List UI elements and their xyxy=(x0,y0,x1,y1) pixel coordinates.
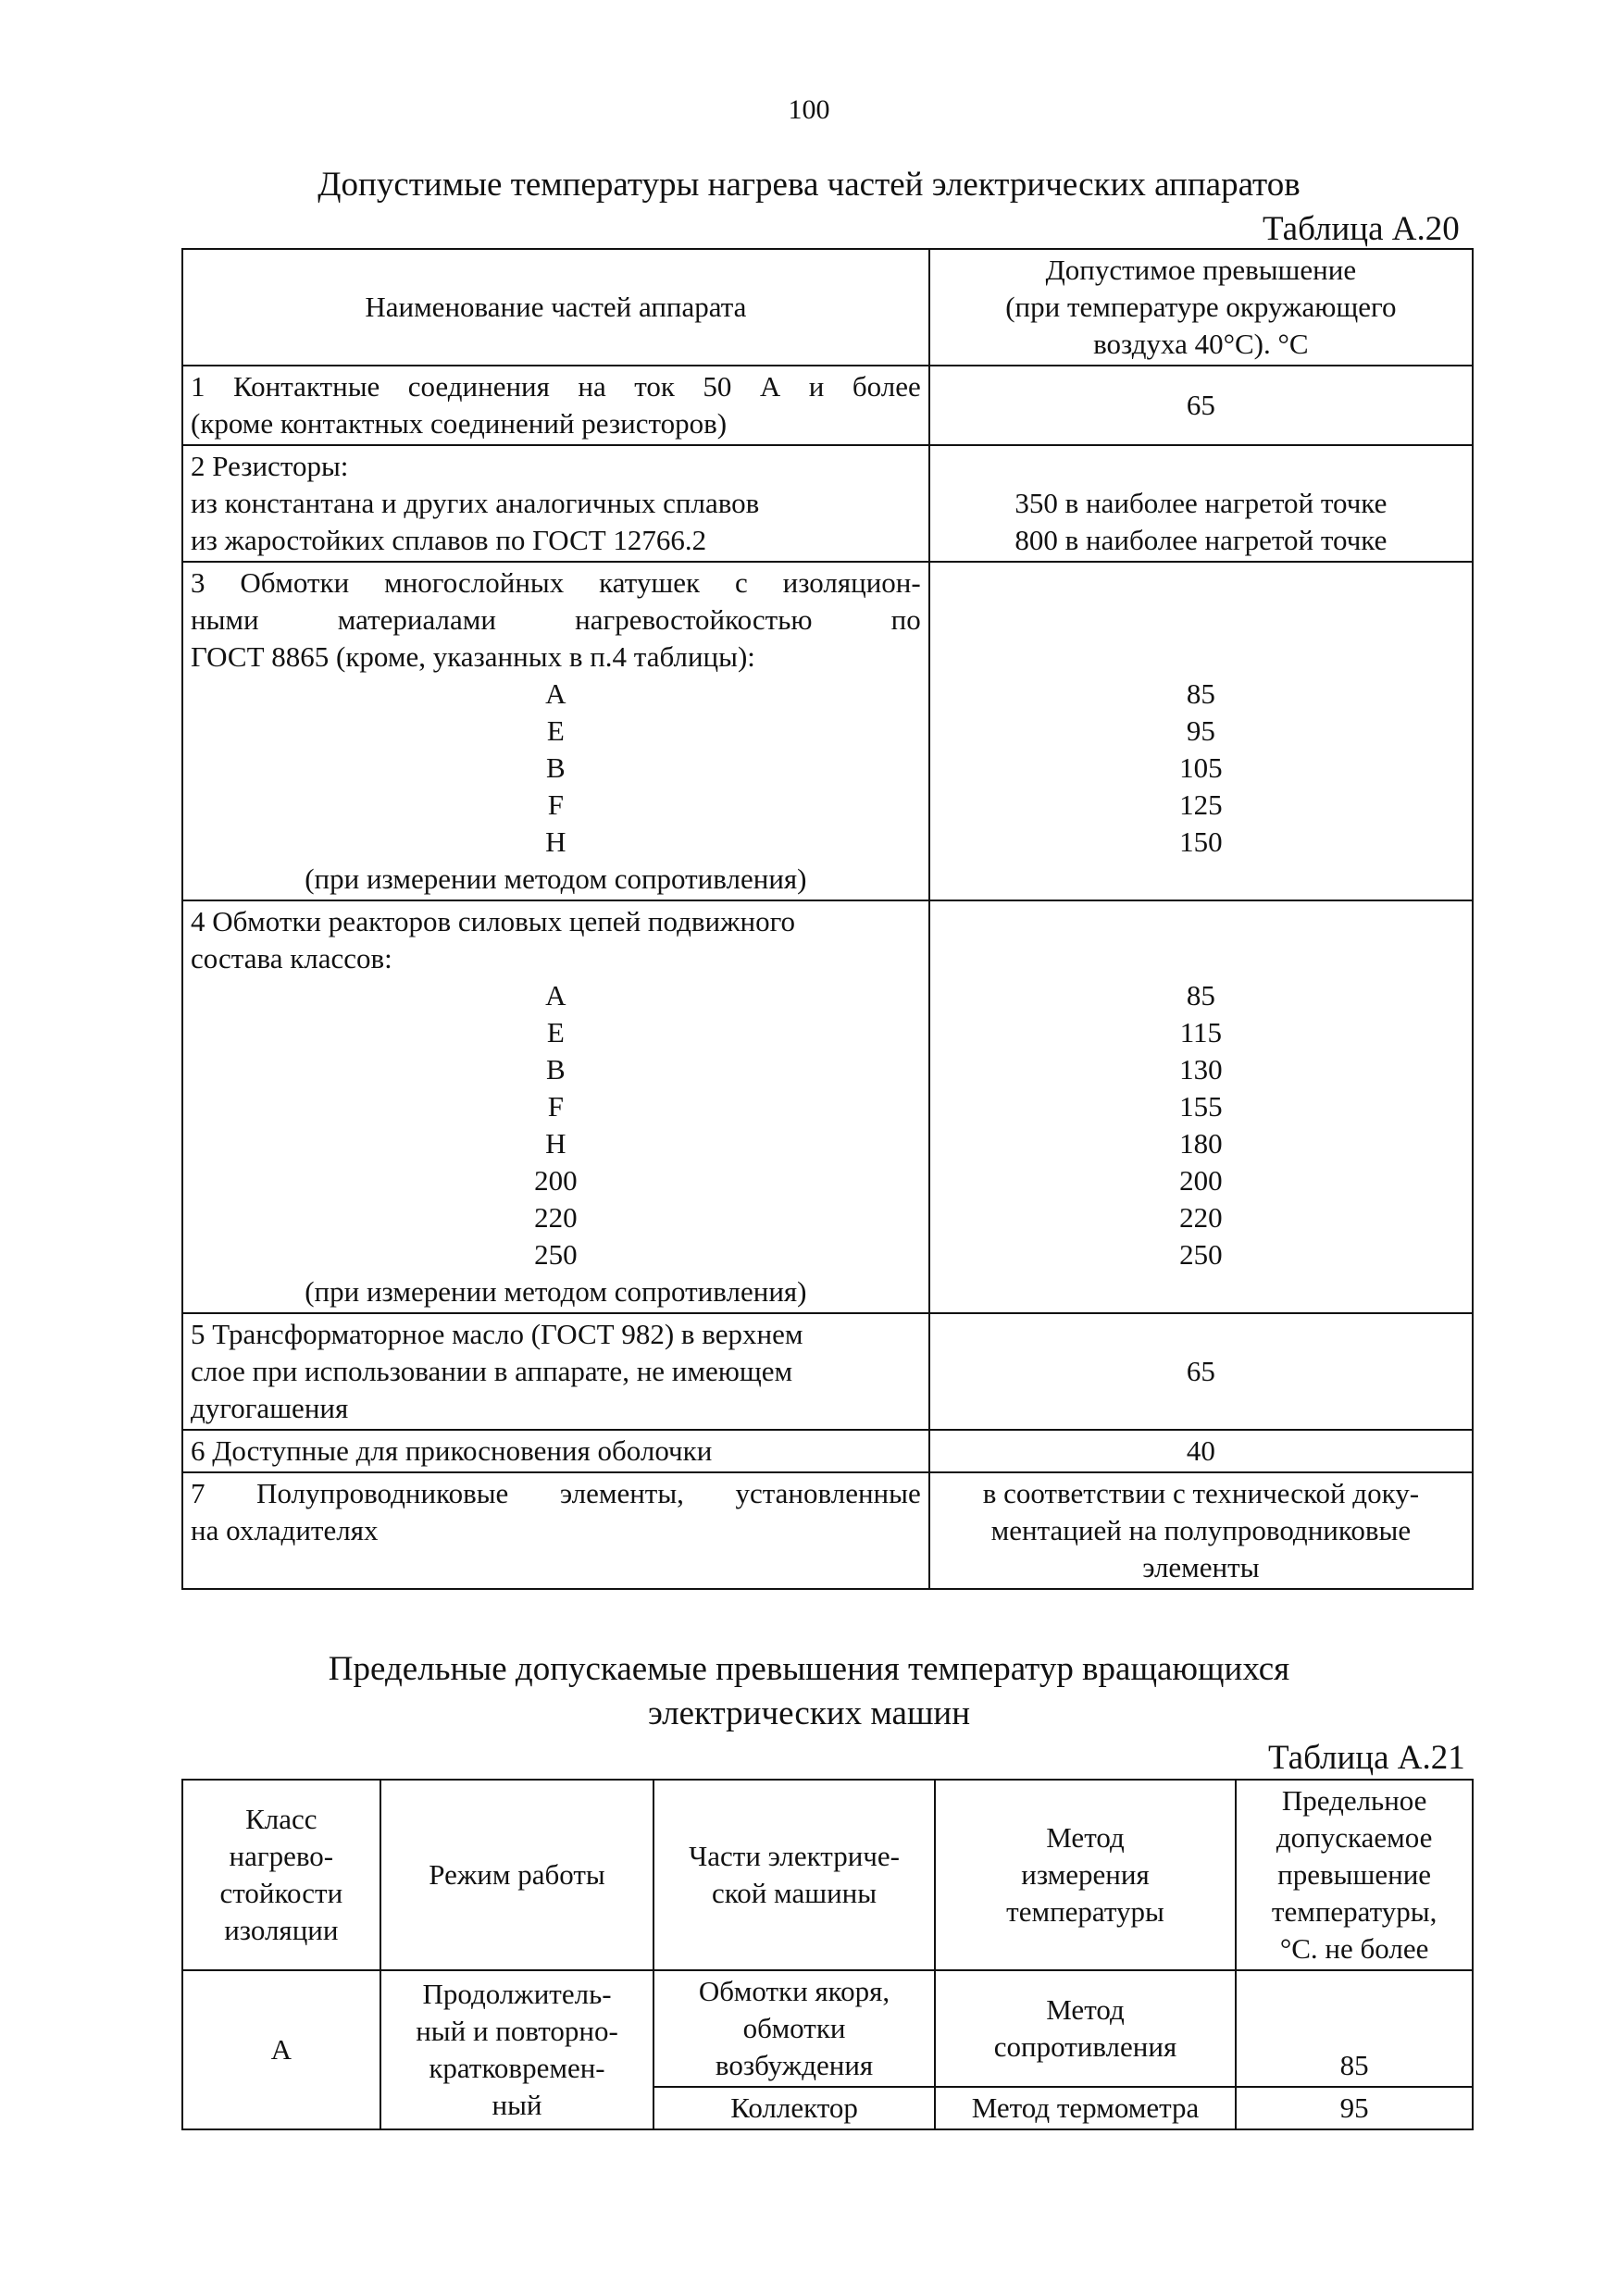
header-part-name: Наименование частей аппарата xyxy=(182,249,929,366)
row4-values: 85 115 130 155 180 200 220 250 xyxy=(929,900,1473,1313)
table-21 xyxy=(181,1779,1474,2130)
table-21-title-line1: Предельные допускаемые превышения температур вращающихся xyxy=(328,1650,1290,1688)
row3-name: 3 Обмотки многослойных катушек с изоляцион- ными материалами нагревостойкостью по ГОСТ 8865 (кроме, указанных в п.4 таблицы): A E B F H (при измерении методом сопротивления) xyxy=(182,562,929,900)
table-20 xyxy=(181,248,1474,1590)
page-number: 100 xyxy=(788,94,830,125)
row2-value: 350 в наиболее нагретой точке 800 в наиболее нагретой точке xyxy=(929,445,1473,562)
row-mode: Продолжитель- ный и повторно- кратковремен- ный xyxy=(380,1970,654,2129)
table-20-label: Таблица А.20 xyxy=(1263,210,1460,248)
table-row xyxy=(182,366,1473,445)
row-value-windings: 85 xyxy=(1236,1970,1473,2087)
row-class: A xyxy=(182,1970,380,2129)
header-measurement-method: Метод измерения температуры xyxy=(935,1780,1236,1970)
header-operating-mode: Режим работы xyxy=(380,1780,654,1970)
row1-value: 65 xyxy=(929,366,1473,445)
table-21-header-row xyxy=(182,1780,1473,1970)
header-limit-rise: Предельное допускаемое превышение температуры, °С. не более xyxy=(1236,1780,1473,1970)
table-row xyxy=(182,1472,1473,1589)
header-machine-parts: Части электриче- ской машины xyxy=(653,1780,934,1970)
header-insulation-class: Класс нагрево- стойкости изоляции xyxy=(182,1780,380,1970)
row7-value: в соответствии с технической доку- ментацией на полупроводниковые элементы xyxy=(929,1472,1473,1589)
row-method-resistance: Метод сопротивления xyxy=(935,1970,1236,2087)
row6-name: 6 Доступные для прикосновения оболочки xyxy=(182,1430,929,1472)
table-row xyxy=(182,900,1473,1313)
table-row xyxy=(182,1313,1473,1430)
table-row xyxy=(182,1970,1473,2087)
table-21-label: Таблица А.21 xyxy=(1268,1739,1465,1777)
table-row xyxy=(182,445,1473,562)
row-part-commutator: Коллектор xyxy=(653,2087,934,2129)
row-part-windings: Обмотки якоря, обмотки возбуждения xyxy=(653,1970,934,2087)
table-21-title-line2: электрических машин xyxy=(647,1694,971,1732)
row5-value: 65 xyxy=(929,1313,1473,1430)
header-allowed-rise: Допустимое превышение (при температуре окружающего воздуха 40°С). °С xyxy=(929,249,1473,366)
row4-name: 4 Обмотки реакторов силовых цепей подвижного состава классов: A E B F H 200 220 250 (при измерении методом сопротивления) xyxy=(182,900,929,1313)
row1-name: 1 Контактные соединения на ток 50 А и более (кроме контактных соединений резисторов) xyxy=(182,366,929,445)
row-value-commutator: 95 xyxy=(1236,2087,1473,2129)
table-20-title: Допустимые температуры нагрева частей электрических аппаратов xyxy=(317,166,1301,204)
row5-name: 5 Трансформаторное масло (ГОСТ 982) в верхнем слое при использовании в аппарате, не имеющем дугогашения xyxy=(182,1313,929,1430)
row-method-thermometer: Метод термометра xyxy=(935,2087,1236,2129)
table-row xyxy=(182,1430,1473,1472)
table-row xyxy=(182,562,1473,900)
row6-value: 40 xyxy=(929,1430,1473,1472)
row7-name: 7 Полупроводниковые элементы, установленные на охладителях xyxy=(182,1472,929,1589)
row2-name: 2 Резисторы: из константана и других аналогичных сплавов из жаростойких сплавов по ГОСТ 12766.2 xyxy=(182,445,929,562)
row3-values: 85 95 105 125 150 xyxy=(929,562,1473,900)
table-20-header-row xyxy=(182,249,1473,366)
